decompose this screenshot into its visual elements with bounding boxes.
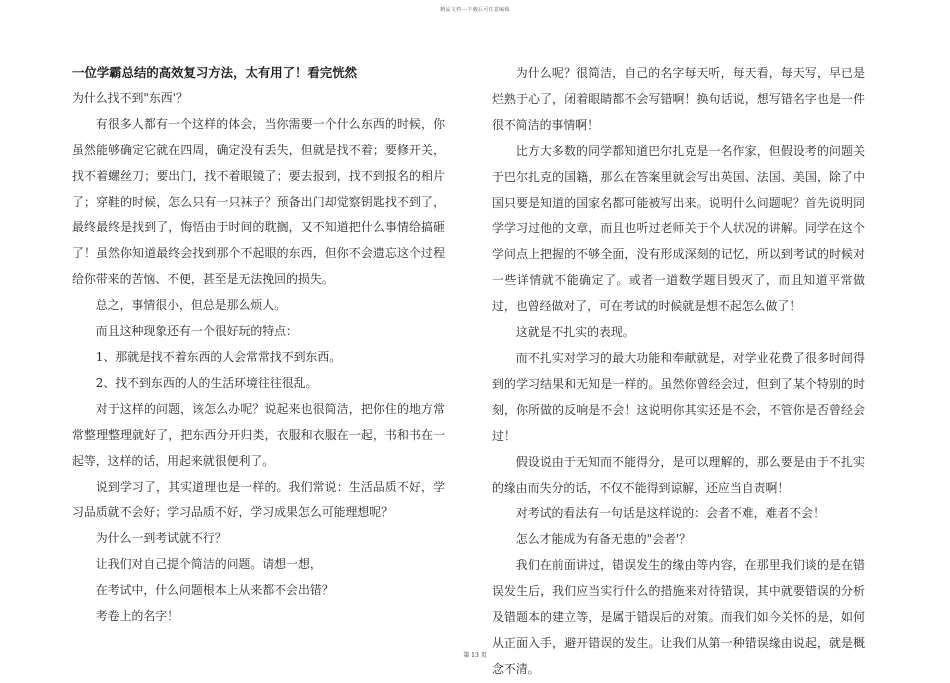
paragraph: 有很多人都有一个这样的体会，当你需要一个什么东西的时候，你虽然能够确定它就在四周，确定没有丢失，但就是找不着；要修开关，找不着螺丝刀；要出门，找不着眼镜了；要去报到，找不到报名的相片了；穿鞋的时候，怎么只有一只袜子？预备出门却觉察钥匙找不到了，最终最终是找到了，悔悟由于时间的耽搁，又不知道把什么事情给搞砸了！虽然你知道最终会找到那个不起眼的东西，但你不会遗忘这个过程给你带来的苦恼、不便，甚至是无法挽回的损失。 bbox=[72, 116, 445, 287]
page-header: 精品文档---下载后可任意编辑 bbox=[440, 7, 510, 13]
paragraph: 我们在前面讲过，错误发生的缘由等内容，在那里我们谈的是在错误发生后，我们应当实行什么的措施来对待错误，其中就要错误的分析及错题本的建立等，是属于错误后的对策。而我们如今关怀的是，如何从正面入手，避开错误的发生。让我们从第一种错误缘由说起，就是概念不清。 bbox=[492, 558, 865, 676]
paragraph: 比方大多数的同学都知道巴尔扎克是一名作家，但假设考的问题关于巴尔扎克的国籍，那么在答案里就会写出英国、法国、美国，除了中国只要是知道的国家名都可能被写出来。说明什么问题呢？首先说明同学学习过他的文章，而且也听过老师关于个人状况的讲解。同学在这个学问点上把握的不够全面，没有形成深刻的记忆，所以到考试的时候对一些详情就不能确定了。或者一道数学题目毁灭了，而且知道平常做过，也曾经做对了，可在考试的时候就是想不起怎么做了！ bbox=[492, 143, 865, 314]
paragraph: 怎么才能成为有备无患的"会者'？ bbox=[515, 532, 692, 547]
paragraph: 而且这种现象还有一个很好玩的特点： bbox=[95, 324, 298, 339]
paragraph: 而不扎实对学习的最大功能和奉献就是，对学业花费了很多时间得到的学习结果和无知是一样的。虽然你曾经会过，但到了某个特别的时刻，你所做的反响是不会！这说明你其实还是不会，不管你是否曾经会过！ bbox=[492, 350, 865, 443]
list-item: 2、找不到东西的人的生活环境往往很乱。 bbox=[95, 375, 318, 390]
paragraph: 总之，事情很小，但总是那么烦人。 bbox=[95, 298, 287, 313]
right-column bbox=[492, 61, 865, 683]
list-item: 1、那就是找不着东西的人会常常找不到东西。 bbox=[95, 349, 342, 364]
paragraph: 对考试的看法有一句话是这样说的：会者不难，难者不会！ bbox=[515, 506, 825, 521]
paragraph: 为什么呢？很简洁，自己的名字每天听，每天看，每天写，早已是烂熟于心了，闭着眼睛都不会写错啊！换句话说，想写错名字也是一件很不简洁的事情啊！ bbox=[492, 66, 865, 132]
paragraph: 让我们对自己提个简洁的问题。请想一想， bbox=[95, 557, 322, 572]
paragraph: 在考试中，什么问题根本上从来都不会出错？ bbox=[95, 583, 334, 598]
paragraph: 假设说由于无知而不能得分，是可以理解的，那么要是由于不扎实的缘由而失分的话，不仅不能得到谅解，还应当自责啊！ bbox=[492, 454, 865, 495]
paragraph: 为什么找不到"东西'？ bbox=[72, 90, 188, 105]
page-number: 第 13 页 bbox=[463, 652, 487, 659]
article-title: 一位学霸总结的高效复习方法，太有用了！看完恍然 bbox=[72, 65, 357, 80]
left-column bbox=[72, 60, 445, 630]
paragraph: 为什么一到考试就不行？ bbox=[95, 531, 227, 546]
paragraph: 考卷上的名字！ bbox=[95, 609, 180, 624]
paragraph: 这就是不扎实的表现。 bbox=[515, 325, 635, 340]
paragraph: 对于这样的问题，该怎么办呢？说起来也很简洁，把你住的地方常常整理整理就好了，把东西分开归类，衣服和衣服在一起，书和书在一起等，这样的话，用起来就很便利了。 bbox=[72, 401, 445, 468]
paragraph: 说到学习了，其实道理也是一样的。我们常说：生活品质不好，学习品质就不会好；学习品质不好，学习成果怎么可能理想呢？ bbox=[72, 479, 445, 520]
